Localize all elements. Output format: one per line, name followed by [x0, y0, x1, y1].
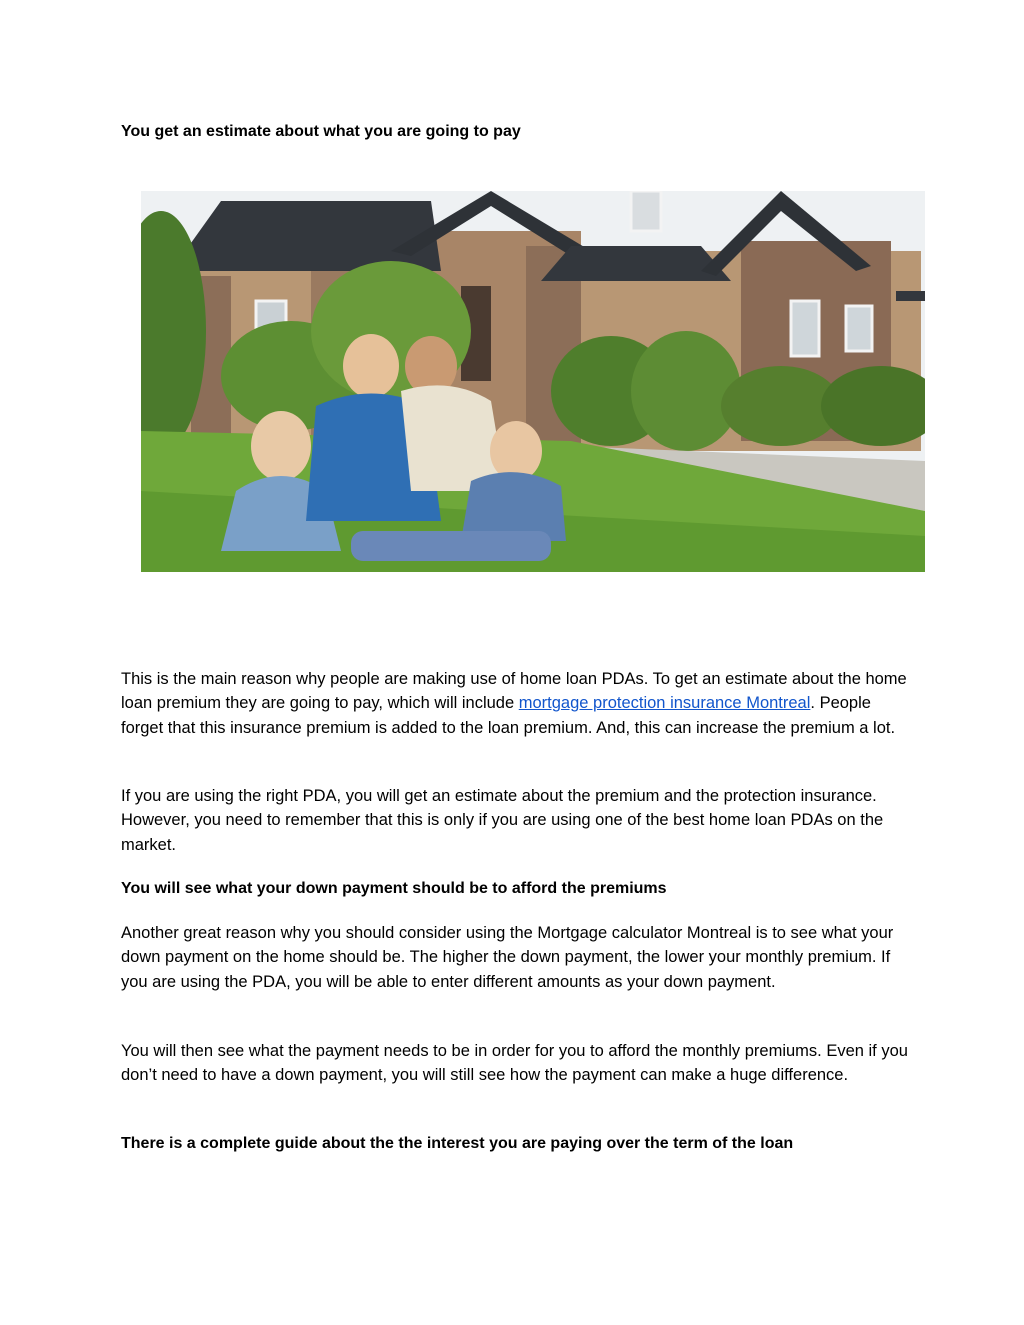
- paragraph-main-reason: [121, 667, 911, 740]
- paragraph-text: This is the main reason why people are making use of home loan PDAs. To get an estimate about the home loan premium they are going to pay, which will include: [121, 670, 907, 713]
- paragraph-monthly-premiums: You will then see what the payment needs to be in order for you to afford the monthly premiums. Even if you don’t need to have a down payment, you will still see how the payment can make a huge difference.: [121, 1042, 908, 1085]
- paragraph-mortgage-calculator: Another great reason why you should consider using the Mortgage calculator Montreal is to see what your down payment on the home should be. The higher the down payment, the lower your monthly premium. If you are using the PDA, you will be able to enter different amounts as your down payment.: [121, 924, 894, 991]
- paragraph-right-pda: If you are using the right PDA, you will get an estimate about the premium and the protection insurance. However, you need to remember that this is only if you are using one of the best home loan PDAs on the market.: [121, 787, 884, 854]
- mortgage-protection-link[interactable]: mortgage protection insurance Montreal: [518, 694, 811, 713]
- section-heading-interest-guide: There is a complete guide about the the interest you are paying over the term of the loan: [121, 1135, 794, 1152]
- section-heading-down-payment: You will see what your down payment should be to afford the premiums: [121, 880, 667, 897]
- family-house-photo: [141, 191, 925, 572]
- section-heading-estimate: You get an estimate about what you are going to pay: [121, 123, 521, 140]
- paragraph-text: . People forget that this insurance premium is added to the loan premium. And, this can increase the premium a lot.: [121, 694, 896, 737]
